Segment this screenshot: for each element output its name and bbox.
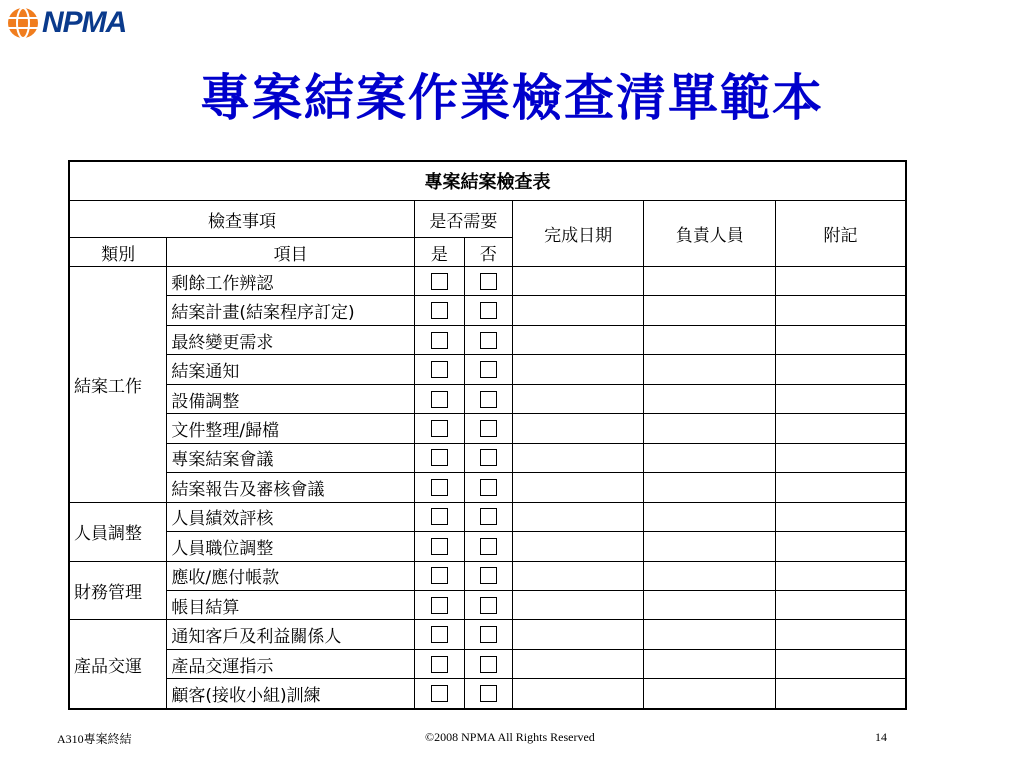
yes-checkbox[interactable]	[431, 449, 448, 466]
header-no: 否	[464, 238, 512, 267]
item-cell: 應收/應付帳款	[167, 561, 415, 590]
no-checkbox[interactable]	[480, 685, 497, 702]
no-checkbox-cell	[464, 620, 512, 649]
table-row	[69, 590, 906, 619]
no-checkbox[interactable]	[480, 626, 497, 643]
owner-cell[interactable]	[644, 590, 776, 619]
no-checkbox-cell	[464, 384, 512, 413]
table-row	[69, 267, 906, 296]
table-row	[69, 620, 906, 649]
table-row	[69, 502, 906, 531]
yes-checkbox-cell	[414, 502, 464, 531]
item-cell: 最終變更需求	[167, 325, 415, 354]
notes-cell[interactable]	[776, 355, 906, 384]
date-cell[interactable]	[512, 414, 644, 443]
page-title: 專案結案作業檢查清單範本	[200, 68, 824, 127]
date-cell[interactable]	[512, 443, 644, 472]
item-cell: 結案通知	[167, 355, 415, 384]
yes-checkbox[interactable]	[431, 361, 448, 378]
no-checkbox[interactable]	[480, 302, 497, 319]
no-checkbox-cell	[464, 325, 512, 354]
logo-text: NPMA	[42, 6, 127, 39]
header-notes: 附記	[776, 201, 906, 267]
item-cell: 結案計畫(結案程序訂定)	[167, 296, 415, 325]
item-cell: 文件整理/歸檔	[167, 414, 415, 443]
table-row	[69, 532, 906, 561]
table-row	[69, 649, 906, 678]
owner-cell[interactable]	[644, 296, 776, 325]
item-cell: 剩餘工作辨認	[167, 267, 415, 296]
yes-checkbox-cell	[414, 443, 464, 472]
category-cell: 財務管理	[69, 561, 167, 620]
category-cell: 產品交運	[69, 620, 167, 709]
table-row	[69, 561, 906, 590]
owner-cell[interactable]	[644, 679, 776, 709]
yes-checkbox[interactable]	[431, 302, 448, 319]
yes-checkbox[interactable]	[431, 538, 448, 555]
notes-cell[interactable]	[776, 267, 906, 296]
no-checkbox-cell	[464, 414, 512, 443]
owner-cell[interactable]	[644, 502, 776, 531]
date-cell[interactable]	[512, 473, 644, 502]
header-completion-date: 完成日期	[512, 201, 644, 267]
yes-checkbox[interactable]	[431, 508, 448, 525]
owner-cell[interactable]	[644, 443, 776, 472]
yes-checkbox-cell	[414, 355, 464, 384]
yes-checkbox[interactable]	[431, 597, 448, 614]
table-row	[69, 679, 906, 709]
no-checkbox[interactable]	[480, 273, 497, 290]
item-cell: 人員績效評核	[167, 502, 415, 531]
no-checkbox-cell	[464, 649, 512, 678]
item-cell: 顧客(接收小組)訓練	[167, 679, 415, 709]
yes-checkbox-cell	[414, 590, 464, 619]
category-cell: 結案工作	[69, 267, 167, 503]
notes-cell[interactable]	[776, 620, 906, 649]
table-row	[69, 355, 906, 384]
yes-checkbox[interactable]	[431, 685, 448, 702]
header-check-item: 檢查事項	[69, 201, 414, 238]
date-cell[interactable]	[512, 384, 644, 413]
header-owner: 負責人員	[644, 201, 776, 267]
table-row	[69, 443, 906, 472]
table-row	[69, 296, 906, 325]
no-checkbox[interactable]	[480, 567, 497, 584]
date-cell[interactable]	[512, 679, 644, 709]
table-row	[69, 473, 906, 502]
no-checkbox[interactable]	[480, 361, 497, 378]
notes-cell[interactable]	[776, 473, 906, 502]
date-cell[interactable]	[512, 649, 644, 678]
no-checkbox[interactable]	[480, 538, 497, 555]
no-checkbox[interactable]	[480, 479, 497, 496]
notes-cell[interactable]	[776, 443, 906, 472]
yes-checkbox-cell	[414, 384, 464, 413]
footer-course: A310專案終結	[57, 732, 132, 746]
no-checkbox-cell	[464, 590, 512, 619]
no-checkbox[interactable]	[480, 449, 497, 466]
no-checkbox-cell	[464, 532, 512, 561]
no-checkbox-cell	[464, 679, 512, 709]
date-cell[interactable]	[512, 620, 644, 649]
item-cell: 專案結案會議	[167, 443, 415, 472]
header-category: 類別	[69, 238, 167, 267]
no-checkbox-cell	[464, 473, 512, 502]
owner-cell[interactable]	[644, 355, 776, 384]
yes-checkbox[interactable]	[431, 567, 448, 584]
yes-checkbox-cell	[414, 649, 464, 678]
header-needed: 是否需要	[414, 201, 512, 238]
yes-checkbox[interactable]	[431, 273, 448, 290]
item-cell: 通知客戶及利益關係人	[167, 620, 415, 649]
owner-cell[interactable]	[644, 649, 776, 678]
yes-checkbox-cell	[414, 473, 464, 502]
yes-checkbox[interactable]	[431, 479, 448, 496]
yes-checkbox[interactable]	[431, 332, 448, 349]
owner-cell[interactable]	[644, 414, 776, 443]
table-row	[69, 325, 906, 354]
date-cell[interactable]	[512, 267, 644, 296]
table-row	[69, 384, 906, 413]
table-row	[69, 414, 906, 443]
notes-cell[interactable]	[776, 414, 906, 443]
yes-checkbox[interactable]	[431, 391, 448, 408]
yes-checkbox-cell	[414, 296, 464, 325]
yes-checkbox-cell	[414, 414, 464, 443]
header-yes: 是	[414, 238, 464, 267]
no-checkbox[interactable]	[480, 420, 497, 437]
npma-logo	[6, 6, 126, 40]
owner-cell[interactable]	[644, 473, 776, 502]
yes-checkbox-cell	[414, 620, 464, 649]
category-cell: 人員調整	[69, 502, 167, 561]
notes-cell[interactable]	[776, 502, 906, 531]
no-checkbox[interactable]	[480, 656, 497, 673]
yes-checkbox-cell	[414, 679, 464, 709]
no-checkbox-cell	[464, 443, 512, 472]
date-cell[interactable]	[512, 355, 644, 384]
notes-cell[interactable]	[776, 532, 906, 561]
no-checkbox[interactable]	[480, 391, 497, 408]
date-cell[interactable]	[512, 502, 644, 531]
no-checkbox[interactable]	[480, 508, 497, 525]
item-cell: 帳目結算	[167, 590, 415, 619]
owner-cell[interactable]	[644, 384, 776, 413]
no-checkbox-cell	[464, 502, 512, 531]
notes-cell[interactable]	[776, 679, 906, 709]
yes-checkbox-cell	[414, 325, 464, 354]
no-checkbox[interactable]	[480, 332, 497, 349]
date-cell[interactable]	[512, 590, 644, 619]
no-checkbox-cell	[464, 296, 512, 325]
owner-cell[interactable]	[644, 532, 776, 561]
notes-cell[interactable]	[776, 649, 906, 678]
date-cell[interactable]	[512, 296, 644, 325]
yes-checkbox-cell	[414, 532, 464, 561]
notes-cell[interactable]	[776, 561, 906, 590]
table-title: 專案結案檢查表	[69, 161, 906, 201]
notes-cell[interactable]	[776, 325, 906, 354]
no-checkbox-cell	[464, 355, 512, 384]
no-checkbox-cell	[464, 267, 512, 296]
yes-checkbox-cell	[414, 267, 464, 296]
owner-cell[interactable]	[644, 620, 776, 649]
notes-cell[interactable]	[776, 296, 906, 325]
owner-cell[interactable]	[644, 561, 776, 590]
yes-checkbox[interactable]	[431, 626, 448, 643]
notes-cell[interactable]	[776, 384, 906, 413]
item-cell: 設備調整	[167, 384, 415, 413]
item-cell: 人員職位調整	[167, 532, 415, 561]
notes-cell[interactable]	[776, 590, 906, 619]
date-cell[interactable]	[512, 325, 644, 354]
date-cell[interactable]	[512, 532, 644, 561]
no-checkbox[interactable]	[480, 597, 497, 614]
yes-checkbox[interactable]	[431, 420, 448, 437]
yes-checkbox[interactable]	[431, 656, 448, 673]
footer-page-number: 14	[875, 730, 887, 744]
date-cell[interactable]	[512, 561, 644, 590]
footer-copyright: ©2008 NPMA All Rights Reserved	[425, 730, 595, 744]
owner-cell[interactable]	[644, 325, 776, 354]
globe-icon	[6, 6, 40, 40]
checklist-table	[68, 160, 907, 710]
yes-checkbox-cell	[414, 561, 464, 590]
header-item: 項目	[167, 238, 415, 267]
item-cell: 結案報告及審核會議	[167, 473, 415, 502]
owner-cell[interactable]	[644, 267, 776, 296]
no-checkbox-cell	[464, 561, 512, 590]
item-cell: 產品交運指示	[167, 649, 415, 678]
